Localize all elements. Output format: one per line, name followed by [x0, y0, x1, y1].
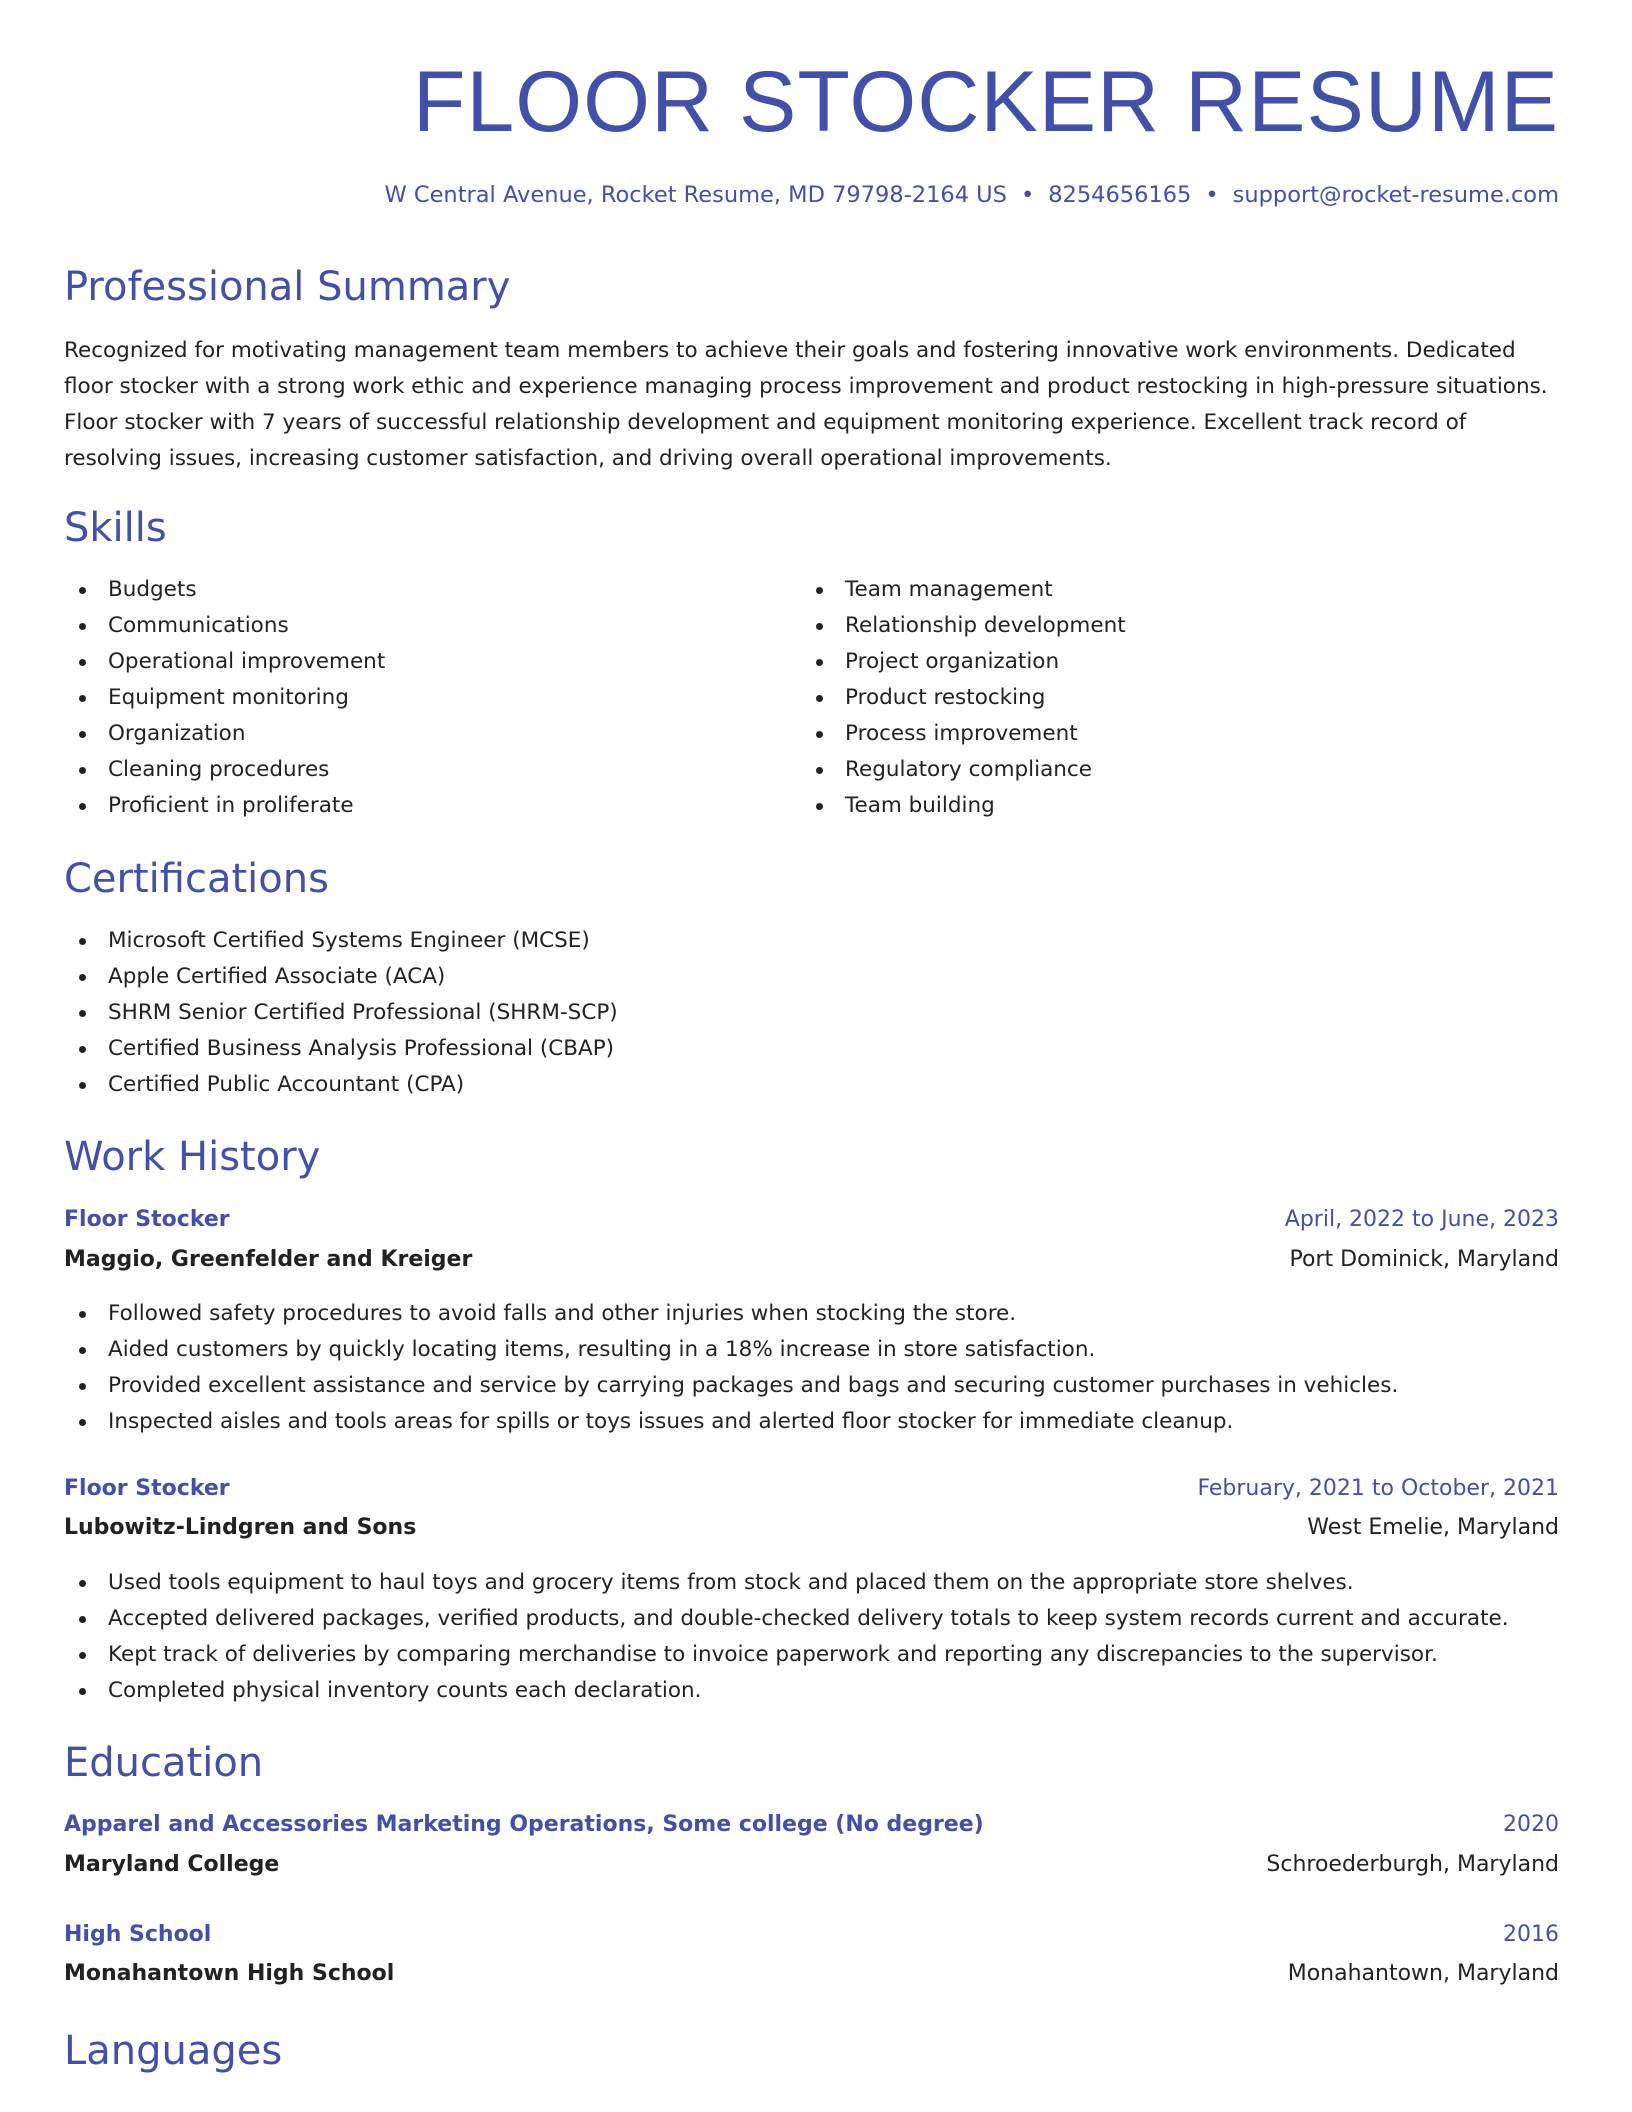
section-title-languages: Languages: [64, 2028, 283, 2074]
resume-header: [64, 50, 1559, 210]
job-bullet: Accepted delivered packages, verified products, and double-checked delivery totals to keep system records current and accurate.: [64, 1601, 1509, 1637]
education-location: Monahantown, Maryland: [1287, 1960, 1559, 1986]
email-link[interactable]: support@rocket-resume.com: [1232, 182, 1559, 208]
certification-item: SHRM Senior Certified Professional (SHRM-SCP): [64, 995, 618, 1031]
skill-item: Operational improvement: [64, 644, 385, 680]
job-header: [64, 1202, 1559, 1236]
phone: 8254656165: [1048, 182, 1192, 208]
education-year: 2016: [1503, 1921, 1559, 1947]
job-bullet: Inspected aisles and tools areas for spills or toys issues and alerted floor stocker for immediate cleanup.: [64, 1404, 1398, 1440]
job-bullet: Kept track of deliveries by comparing merchandise to invoice paperwork and reporting any discrepancies to the supervisor.: [64, 1637, 1509, 1673]
education-degree: Apparel and Accessories Marketing Operations, Some college (No degree): [64, 1811, 984, 1837]
job-bullet: Completed physical inventory counts each declaration.: [64, 1673, 1509, 1709]
education-header: [64, 1917, 1559, 1951]
skill-item: Communications: [64, 608, 385, 644]
skill-item: Cleaning procedures: [64, 752, 385, 788]
job-company-row: [64, 1242, 1559, 1276]
skill-item: Team building: [801, 788, 1126, 824]
certifications-list: [64, 923, 618, 1103]
job-company: Maggio, Greenfelder and Kreiger: [64, 1246, 473, 1272]
education-school: Monahantown High School: [64, 1960, 395, 1986]
skill-item: Regulatory compliance: [801, 752, 1126, 788]
job-company: Lubowitz-Lindgren and Sons: [64, 1514, 417, 1540]
job-role: Floor Stocker: [64, 1206, 230, 1232]
skill-item: Equipment monitoring: [64, 680, 385, 716]
skills-list-left: [64, 572, 385, 824]
job-header: [64, 1471, 1559, 1505]
skill-item: Proficient in proliferate: [64, 788, 385, 824]
separator-dot: •: [1020, 182, 1035, 208]
job-bullets: [64, 1296, 1398, 1440]
education-school: Maryland College: [64, 1851, 280, 1877]
job-bullets: [64, 1565, 1509, 1709]
address: W Central Avenue, Rocket Resume, MD 79798-2164 US: [384, 182, 1007, 208]
job-dates: February, 2021 to October, 2021: [1197, 1475, 1559, 1501]
section-title-skills: Skills: [64, 505, 167, 551]
education-header: [64, 1807, 1559, 1841]
job-bullet: Aided customers by quickly locating items, resulting in a 18% increase in store satisfaction.: [64, 1332, 1398, 1368]
separator-dot: •: [1205, 182, 1219, 208]
certification-item: Certified Public Accountant (CPA): [64, 1067, 618, 1103]
section-title-education: Education: [64, 1740, 264, 1786]
section-title-summary: Professional Summary: [64, 264, 511, 310]
education-year: 2020: [1503, 1811, 1559, 1837]
certification-item: Microsoft Certified Systems Engineer (MCSE): [64, 923, 618, 959]
certification-item: Apple Certified Associate (ACA): [64, 959, 618, 995]
education-degree: High School: [64, 1921, 212, 1947]
job-role: Floor Stocker: [64, 1475, 230, 1501]
job-bullet: Used tools equipment to haul toys and grocery items from stock and placed them on the appropriate store shelves.: [64, 1565, 1509, 1601]
certification-item: Certified Business Analysis Professional (CBAP): [64, 1031, 618, 1067]
skill-item: Project organization: [801, 644, 1126, 680]
education-school-row: [64, 1956, 1559, 1990]
skill-item: Organization: [64, 716, 385, 752]
skill-item: Process improvement: [801, 716, 1126, 752]
education-school-row: [64, 1847, 1559, 1881]
job-company-row: [64, 1510, 1559, 1544]
skills-list-right: [801, 572, 1126, 824]
job-bullet: Followed safety procedures to avoid falls and other injuries when stocking the store.: [64, 1296, 1398, 1332]
job-bullet: Provided excellent assistance and service by carrying packages and bags and securing customer purchases in vehicles.: [64, 1368, 1398, 1404]
skill-item: Team management: [801, 572, 1126, 608]
skill-item: Product restocking: [801, 680, 1126, 716]
education-location: Schroederburgh, Maryland: [1266, 1851, 1559, 1877]
job-location: West Emelie, Maryland: [1307, 1514, 1559, 1540]
job-location: Port Dominick, Maryland: [1289, 1246, 1559, 1272]
contact-line: [64, 180, 1559, 210]
skill-item: Relationship development: [801, 608, 1126, 644]
job-dates: April, 2022 to June, 2023: [1284, 1206, 1559, 1232]
resume-title: FLOOR STOCKER RESUME: [412, 54, 1559, 150]
skill-item: Budgets: [64, 572, 385, 608]
summary-text: Recognized for motivating management team members to achieve their goals and fostering innovative work environments. Dedicated floor stocker with a strong work ethic and experience managing process improvement and product restocking in high-pressure situations. Floor stocker with 7 years of successful relationship development and equipment monitoring experience. Excellent track record of resolving issues, increasing customer satisfaction, and driving overall operational improvements.: [64, 338, 1548, 471]
section-title-work-history: Work History: [64, 1134, 321, 1180]
section-title-certifications: Certifications: [64, 856, 329, 902]
